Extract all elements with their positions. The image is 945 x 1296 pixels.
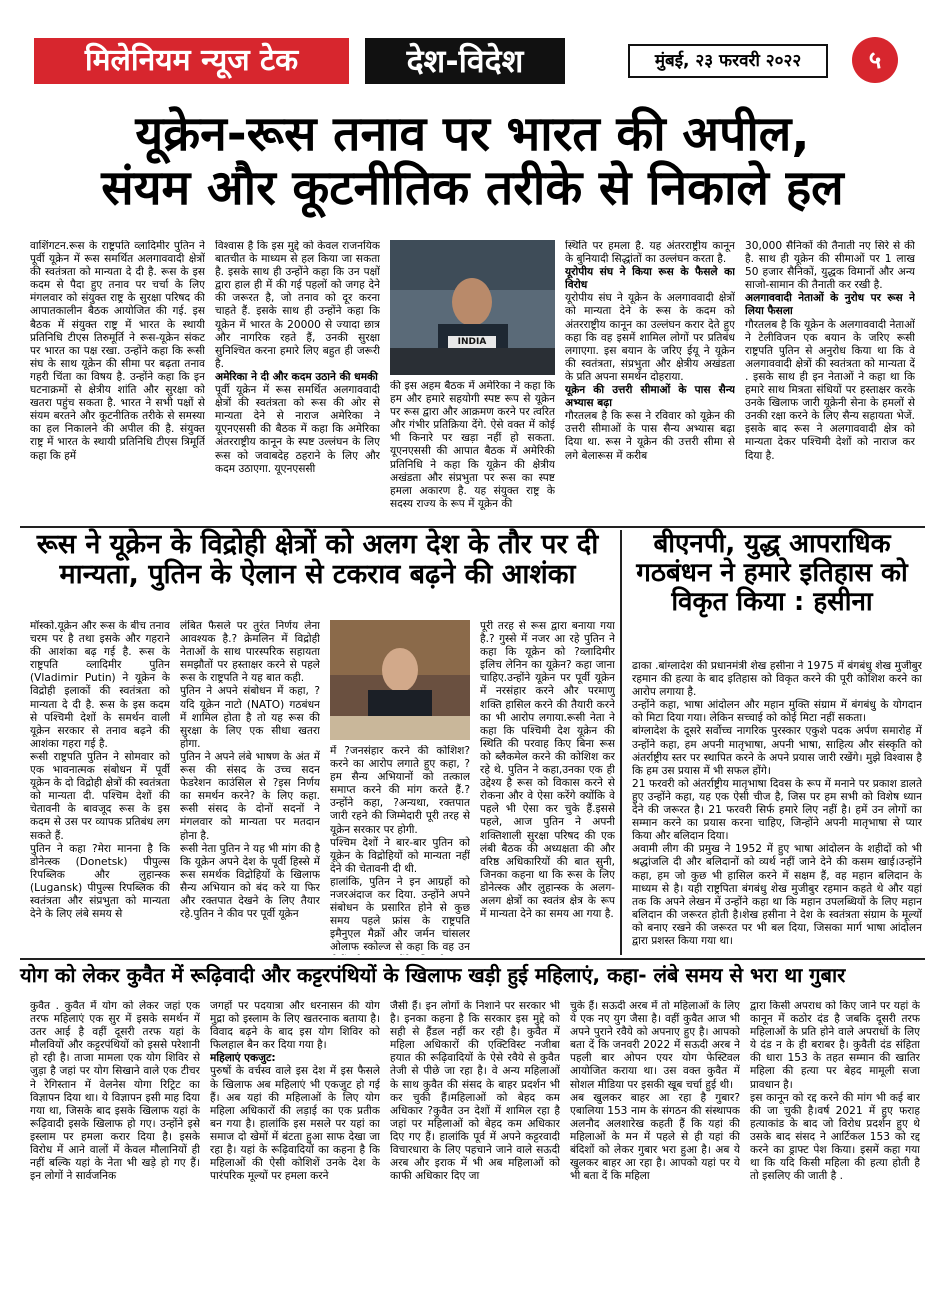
story4-headline: योग को लेकर कुवैत में रूढ़िवादी और कट्टरपंथियों के खिलाफ खड़ी हुई महिलाएं, कहा- लंबे समय से भरा था गुबार	[20, 963, 846, 987]
story3-body-4: 21 फरवरी को अंतर्राष्ट्रीय मातृभाषा दिवस के रूप में मनाने पर प्रकाश डालते हुए उन्होंने कहा, यह एक ऐसी चीज है, जिस पर हम सभी को विशेष ध्यान देने की जरूरत है। 21 फरवरी सिर्फ हमारे लिए नहीं है। हमें उन लोगों का सम्मान करने का प्रयास करना चाहिए, जिन्होंने अपनी मातृभाषा से प्यार किया और बलिदान दिया।	[632, 777, 922, 843]
story4-col2-subhead: महिलाएं एकजुट:	[210, 1052, 276, 1065]
story1-col5-text: 30,000 सैनिकों की तैनाती नए सिरे से की है. साथ ही यूक्रेन की सीमाओं पर 1 लाख 50 हजार सैनिकों, युद्धक विमानों और अन्य साजो-सामान की तैनाती कर रखी है.	[745, 240, 915, 292]
divider-1	[20, 526, 925, 528]
story4-col2-text-b: पुरुषों के वर्चस्व वाले इस देश में इस फैसले के खिलाफ अब महिलाएं भी एकजुट हो गई हैं। अब यहां की महिलाओं के लिए योग महिला अधिकारों की लड़ाई का एक प्रतीक बन गया है। हालांकि इस मसले पर यहां का समाज दो खेमों में बंटता हुआ साफ देखा जा रहा है। यहां के रूढ़िवादियों का कहना है कि महिलाओं की ऐसी कोशिशें उनके देश के पारंपरिक मूल्यों पर हमला करने	[210, 1065, 380, 1183]
story4-col4-text-b: अब खुलकर बाहर आ रहा है गुबार? एबालिया 153 नाम के संगठन की संस्थापक अलनौद अलशारेख कहती हैं कि यहां की महिलाओं के मन में पहले से ही यहां की बंदिशों को लेकर गुबार भरा हुआ है। अब ये खुलकर बाहर आ रहा है। आपको यहां पर ये भी बता दें कि महिला	[570, 1091, 740, 1183]
story4-col3-text: जैसी हैं। इन लोगों के निशाने पर सरकार भी है। इनका कहना है कि सरकार इस मुद्दे को सही से हैंडल नहीं कर रही है। कुवैत में महिला अधिकारों की एक्टिविस्ट नजीबा हयात की रूढ़िवादियों के ऐसे रवैये से कुवैत तेजी से पीछे जा रहा है। वे अन्य महिलाओं के साथ कुवैत की संसद के बाहर प्रदर्शन भी कर चुकी हैं।महिलाओं को बेहद कम अधिकार ?कुवैत उन देशों में शामिल रहा है जहां पर महिलाओं को बेहद कम अधिकार दिए गए हैं। हालांकि पूर्व में अपने कट्टरवादी विचारधारा के लिए पहचाने जाने वाले सऊदी अरब और इराक में भी अब महिलाओं को काफी अधिकार दिए जा	[390, 1000, 560, 1183]
story1-headline	[10, 108, 935, 216]
story2-headline: रूस ने यूक्रेन के विद्रोही क्षेत्रों को अलग देश के तौर पर दी मान्यता, पुतिन के ऐलान से टकराव बढ़ने की आशंका	[36, 529, 599, 591]
story4-column-1	[30, 1000, 200, 1270]
story2-column-1	[30, 620, 170, 955]
story2-col2-text-c: पुतिन ने अपने लंबे भाषण के अंत में रूस की संसद के उच्च सदन फेडरेशन काउंसिल से ?इस निर्णय का समर्थन करने? के लिए कहा. रूसी संसद के दोनों सदनों ने मंगलवार को मान्यता पर मतदान होना है.	[180, 750, 320, 842]
section-label: देश-विदेश	[365, 38, 565, 84]
brand-masthead: मिलेनियम न्यूज टेक	[34, 38, 349, 84]
divider-2	[20, 958, 925, 960]
story3-headline: बीएनपी, युद्ध आपराधिक गठबंधन ने हमारे इतिहास को विकृत किया : हसीना	[636, 529, 908, 618]
story4-col5-text-b: इस कानून को रद्द करने की मांग भी कई बार की जा चुकी है।वर्ष 2021 में हुए फराह हत्याकांड के बाद जो विरोध प्रदर्शन हुए थे उसके बाद संसद ने आर्टिकल 153 को रद्द करने का ड्राफ्ट पेश किया। इसमें कहा गया था कि यदि किसी महिला की हत्या होती है तो इसलिए की जाती है .	[750, 1091, 920, 1183]
story2-col3-text-c: हालांकि, पुतिन ने इन आग्रहों को नजरअंदाज कर दिया. उन्होंने अपने संबोधन के प्रसारित होने से कुछ समय पहले फ्रांस के राष्ट्रपति इमैनुएल मैक्रों और जर्मन चांसलर ओलाफ स्कोल्ज से कहा कि वह उन	[330, 875, 470, 954]
story3-body	[632, 660, 922, 955]
story1-col1-text: वाशिंगटन.रूस के राष्ट्रपति व्लादिमीर पुतिन ने पूर्वी यूक्रेन में रूस समर्थित अलगाववादी क्षेत्रों की स्वतंत्रता को मान्यता दे दी है. रूस के इस कदम से पैदा हुए तनाव पर चर्चा के लिए मंगलवार को संयुक्त राष्ट्र के सुरक्षा परिषद की आपातकालीन बैठक आयोजित की गई. इस बैठक में संयुक्त राष्ट्र में भारत के स्थायी प्रतिनिधि टीएस तिरुमूर्ति ने रूस-यूक्रेन संकट पर भारत का पक्ष रखा. उन्होंने कहा कि रूसी संघ के साथ यूक्रेन की सीमा पर बढ़ता तनाव गहरी चिंता का विषय है. उन्होंने कहा कि इन घटनाक्रमों से क्षेत्रीय शांति और सुरक्षा को खतरा पहुंच सकता है. भारत ने सभी पक्षों से संयम बरतने और कूटनीतिक तरीके से समस्या का हल निकालने की अपील की है. संयुक्त राष्ट्र में भारत के स्थायी प्रतिनिधि टीएस त्रिमूर्ति कहा कि हमें	[30, 240, 205, 462]
story4-column-2	[210, 1000, 380, 1270]
story1-col2-text-b: पूर्वी यूक्रेन में रूस समर्थित अलगाववादी क्षेत्रों की स्वतंत्रता को रूस की ओर से मान्यता देने से नाराज अमेरिका ने यूएनएससी की बैठक में कहा कि अमेरिका अंतरराष्ट्रीय कानून के स्पष्ट उल्लंघन के लिए रूस को जवाबदेह ठहराने के लिए और कदम उठाएगा. यूएनएससी	[215, 384, 380, 475]
story1-col4-subhead-1: यूरोपीय संघ ने किया रूस के फैसले का विरोध	[565, 266, 735, 292]
story2-column-3	[330, 745, 470, 955]
story1-col5-subhead: अलगाववादी नेताओं के नुरोध पर रूस ने लिया फैसला	[745, 292, 915, 318]
story1-column-2	[215, 240, 380, 522]
story4-column-3	[390, 1000, 560, 1270]
story2-col1-text-c: पुतिन ने कहा ?मेरा मानना है कि डोनेत्स्क (Donetsk) पीपुल्स रिपब्लिक और लुहान्स्क (Lugansk) पीपुल्स रिपब्लिक की स्वतंत्रता और संप्रभुता को मान्यता देने के लिए लंबे समय से	[30, 842, 170, 921]
un-meeting-photo-graphic	[390, 240, 555, 375]
story1-col2-subhead: अमेरिका ने दी और कदम उठाने की धमकी	[215, 370, 378, 383]
story2-col3-text-b: पश्चिम देशों ने बार-बार पुतिन को यूक्रेन के विद्रोहियों को मान्यता नहीं देने की चेतावनी दी थी.	[330, 836, 470, 875]
story1-column-1	[30, 240, 205, 522]
story4-col1-text: कुवैत . कुवैत में योग को लेकर जहां एक तरफ महिलाएं एक सुर में इसके समर्थन में उतर आई है वहीं दूसरी तरफ यहां के मौलवियों और कट्टरपंथियों को इससे परेशानी हो रही है। ताजा मामला एक योग शिविर से जुड़ा है जहां पर योग सिखाने वाले एक टीचर ने रेगिस्तान में वेलनेस योगा रिट्रिट का विज्ञापन दिया था। ये विज्ञापन इसी माह दिया गया था, जिसके बाद इसके खिलाफ यहां के रूढ़िवादी इसके खिलाफ हो गए। उन्होंने इसे इस्लाम पर हमला करार दिया है। इसके विरोध में आने वालों में केवल मौलानियों ही नहीं बल्कि यहां के नेता भी खड़े हो गए हैं। इन लोगों ने सार्वजनिक	[30, 1000, 200, 1183]
story1-column-4	[565, 240, 735, 522]
story1-col3-text: की इस अहम बैठक में अमेरिका ने कहा कि हम और हमारे सहयोगी स्पष्ट रूप से यूक्रेन पर रूस द्वारा और आक्रमण करने पर त्वरित और गंभीर प्रतिक्रिया देंगे. ऐसे वक्त में कोई भी किनारे पर खड़ा नहीं हो सकता. यूएनएससी की आपात बैठक में अमेरिकी प्रतिनिधि ने कहा कि यूक्रेन की क्षेत्रीय अखंडता और संप्रभुता पर रूस का स्पष्ट हमला अकारण है. यह संयुक्त राष्ट्र के सदस्य राज्य के रूप में यूक्रेन की	[390, 380, 555, 510]
story1-headline-line1: यूक्रेन-रूस तनाव पर भारत की अपील,	[135, 106, 810, 162]
story1-column-5	[745, 240, 915, 522]
un-meeting-photo	[390, 240, 555, 375]
story4-col2-text: जगहों पर पदयात्रा और धरनासन की योग मुद्रा को इस्लाम के लिए खतरनाक बताया है। विवाद बढ़ने के बाद इस योग शिविर को फिलहाल बैन कर दिया गया है।	[210, 1000, 380, 1052]
india-placard-label: INDIA	[457, 337, 487, 347]
story1-col4-text: स्थिति पर हमला है. यह अंतरराष्ट्रीय कानून के बुनियादी सिद्धांतों का उल्लंघन करता है.	[565, 240, 735, 266]
story4-col5-text: द्वारा किसी अपराध को किए जाने पर यहां के कानून में कठोर दंड है जबकि दूसरी तरफ महिलाओं के प्रति होने वाले अपराधों के लिए ये दंड न के ही बराबर है। कुवैती दंड संहिता की धारा 153 के तहत सम्मान की खातिर महिला की हत्या पर बेहद मामूली सजा प्रावधान है।	[750, 1000, 920, 1091]
story1-col5-text-b: गौरतलब है कि यूक्रेन के अलगाववादी नेताओं ने टेलीविजन एक बयान के जरिए रूसी राष्ट्रपति पुतिन से अनुरोध किया था कि वे अलगाववादी क्षेत्रों की स्वतंत्रता को मान्यता दें . इसके साथ ही इन नेताओं ने कहा था कि हमारे साथ मित्रता संधियों पर हस्ताक्षर करके उनके खिलाफ जारी यूक्रेनी सेना के हमलों से उनकी रक्षा करने के लिए सैन्य सहायता भेजें. इसके बाद रूस ने अलगाववादी क्षेत्र को मान्यता देकर पश्चिमी देशों को नाराज कर दिया है.	[745, 318, 915, 462]
story2-col2-text-b: पुतिन ने अपने संबोधन में कहा, ?यदि यूक्रेन नाटो (NATO) गठबंधन में शामिल होता है तो यह रूस की सुरक्षा के लिए एक सीधा खतरा होगा.	[180, 685, 320, 750]
story4-col4-text: चुके हैं। सऊदी अरब में तो महिलाओं के लिए ये एक नए युग जैसा है। वहीं कुवैत आज भी अपने पुराने रवैये को अपनाए हुए है। आपको बता दें कि जनवरी 2022 में सऊदी अरब ने पहली बार ओपन एयर योग फेस्टिवल आयोजित कराया था। उस वक्त कुवैत में सोशल मीडिया पर इसकी खूब चर्चा हुई थी।	[570, 1000, 740, 1091]
story2-col1-text-b: रूसी राष्ट्रपति पुतिन ने सोमवार को एक भावनात्मक संबोधन में पूर्वी यूक्रेन के दो विद्रोही क्षेत्रों की स्वतंत्रता को मान्यता दी. पश्चिम देशों की चेतावनी के बावजूद रूस के इस कदम से उस पर व्यापक प्रतिबंध लग सकते हैं.	[30, 750, 170, 842]
story1-col4-text-c: गौरतलब है कि रूस ने रविवार को यूक्रेन की उत्तरी सीमाओं के पास सैन्य अभ्यास बढ़ा दिया था. रूस ने यूक्रेन की उत्तरी सीमा से लगे बेलारूस में करीब	[565, 410, 735, 462]
edition-date: मुंबई, २३ फरवरी २०२२	[628, 44, 828, 78]
story1-col4-subhead-2: यूक्रेन की उत्तरी सीमाओं के पास सैन्य अभ्यास बढ़ा	[565, 384, 735, 410]
story2-col2-text: लंबित फैसले पर तुरंत निर्णय लेना आवश्यक है.? क्रेमलिन में विद्रोही नेताओं के साथ पारस्परिक सहायता समझौतों पर हस्ताक्षर करने से पहले रूस के राष्ट्रपति ने यह बात कही.	[180, 620, 320, 685]
story3-body-5: अवामी लीग की प्रमुख ने 1952 में हुए भाषा आंदोलन के शहीदों को भी श्रद्धांजलि दी और बलिदानों को व्यर्थ नहीं जाने देने की कसम खाई।उन्होंने कहा, हम जो कुछ भी हासिल करने में सक्षम हैं, वह महान बलिदान के माध्यम से है। यही राष्ट्रपिता बंगबंधु शेख मुजीबुर रहमान कहते थे और यहां तक कि अपने लेखन में उन्होंने कहा था कि महान उपलब्धियों के लिए महान बलिदान की जरूरत होती है।शेख हसीना ने देश के स्वतंत्रता संग्राम के मूल्यों को बनाए रखने की जरूरत पर भी बल दिया, जिसका मार्ग भाषा आंदोलन द्वारा प्रशस्त किया गया था।	[632, 843, 922, 947]
story4-column-4	[570, 1000, 740, 1270]
story2-column-2	[180, 620, 320, 955]
story1-col4-text-b: यूरोपीय संघ ने यूक्रेन के अलगाववादी क्षेत्रों को मान्यता देने के रूस के कदम को अंतरराष्ट्रीय कानून का उल्लंघन करार देते हुए कहा कि वह इसमें शामिल लोगों पर प्रतिबंध लगाएगा. इस बयान के जरिए ईयू ने यूक्रेन की स्वतंत्रता, संप्रभुता और क्षेत्रीय अखंडता के प्रति अपना समर्थन दोहराया.	[565, 292, 735, 383]
story2-col4-text: पूरी तरह से रूस द्वारा बनाया गया है.? गुस्से में नजर आ रहे पुतिन ने कहा कि यूक्रेन को ?व्लादिमीर इलिच लेनिन का यूक्रेन? कहा जाना चाहिए.उन्होंने यूक्रेन पर पूर्वी यूक्रेन में नरसंहार करने और परमाणु शक्ति हासिल करने की तैयारी करने का भी आरोप लगाया.रूसी नेता ने कहा कि पश्चिमी देश यूक्रेन की स्थिति की परवाह किए बिना रूस को ब्लैकमेल करने की कोशिश कर रहे थे. पुतिन ने कहा,उनका एक ही उद्देश्य है रूस को विकास करने से रोकना और वे ऐसा करेंगे क्योंकि वे पहले भी ऐसा कर चुके हैं.इससे पहले, आज पुतिन ने अपनी शक्तिशाली सुरक्षा परिषद की एक लंबी बैठक की अध्यक्षता की और वरिष्ठ अधिकारियों की बात सुनी, जिनका कहना था कि रूस के लिए डोनेत्स्क और लुहान्स्क के अलग-अलग क्षेत्रों का स्वतंत्र क्षेत्र के रूप में मान्यता देने का समय आ गया है.	[480, 620, 615, 921]
story2-column-4	[480, 620, 615, 955]
putin-photo-graphic	[330, 620, 470, 740]
story4-column-5	[750, 1000, 920, 1270]
story2-col3-text: में ?जनसंहार करने की कोशिश? करने का आरोप लगाते हुए कहा, ?हम सैन्य अभियानों को तत्काल समाप्त करने की मांग करते हैं.? उन्होंने कहा, ?अन्यथा, रक्तपात जारी रहने की जिम्मेदारी पूरी तरह से यूक्रेन सरकार पर होगी.	[330, 745, 470, 836]
page-number: ५	[852, 37, 898, 83]
story2-col2-text-d: रूसी नेता पुतिन ने यह भी मांग की है कि यूक्रेन अपने देश के पूर्वी हिस्से में रूस समर्थक विद्रोहियों के खिलाफ सैन्य अभियान को बंद करे या फिर और रक्तपात देखने के लिए तैयार रहे.पुतिन ने कीव पर पूर्वी यूक्रेन	[180, 842, 320, 921]
story2-col1-text: मॉस्को.यूक्रेन और रूस के बीच तनाव चरम पर है तथा इसके और गहराने की आशंका बढ़ गई है. रूस के राष्ट्रपति व्लादिमीर पुतिन (Vladimir Putin) ने यूक्रेन के विद्रोही इलाकों की स्वतंत्रता को मान्यता दे दी है. रूस के इस कदम से पश्चिमी देशों के समर्थन वाली यूक्रेन सरकार से तनाव बढ़ने की आशंका गहरा गई है.	[30, 620, 170, 750]
putin-photo	[330, 620, 470, 740]
story1-column-3	[390, 380, 555, 522]
story3-body-2: उन्होंने कहा, भाषा आंदोलन और महान मुक्ति संग्राम में बंगबंधु के योगदान को मिटा दिया गया। लेकिन सच्चाई को कोई मिटा नहीं सकता।	[632, 699, 922, 725]
story1-headline-line2: संयम और कूटनीतिक तरीके से निकाले हल	[101, 159, 844, 216]
story3-body-1: ढाका .बांग्लादेश की प्रधानमंत्री शेख हसीना ने 1975 में बंगबंधु शेख मुजीबुर रहमान की हत्या के बाद इतिहास को विकृत करने की पूरी कोशिश करने का आरोप लगाया है.	[632, 660, 922, 699]
story1-col2-text: विश्वास है कि इस मुद्दे को केवल राजनयिक बातचीत के माध्यम से हल किया जा सकता है. इसके साथ ही उन्होंने कहा कि उन पक्षों द्वारा हाल ही में की गई पहलों को जगह देने की जरूरत है, जो तनाव को दूर करना चाहते हैं. इसके साथ ही उन्होंने कहा कि यूक्रेन में भारत के 20000 से ज्यादा छात्र और नागरिक रहते हैं, उनकी सुरक्षा सुनिश्चित करना हमारे लिए बहुत ही जरूरी है.	[215, 240, 380, 370]
story3-body-3: बांग्लादेश के दूसरे सर्वोच्च नागरिक पुरस्कार एकुशे पदक अर्पण समारोह में उन्होंने कहा, हम अपनी मातृभाषा, अपनी भाषा, साहित्य और संस्कृति को अंतर्राष्ट्रीय स्तर पर स्थापित करने के अपने प्रयास जारी रखेंगे। मुझे विश्वास है कि हम उस प्रयास में भी सफल होंगे।	[632, 725, 922, 777]
